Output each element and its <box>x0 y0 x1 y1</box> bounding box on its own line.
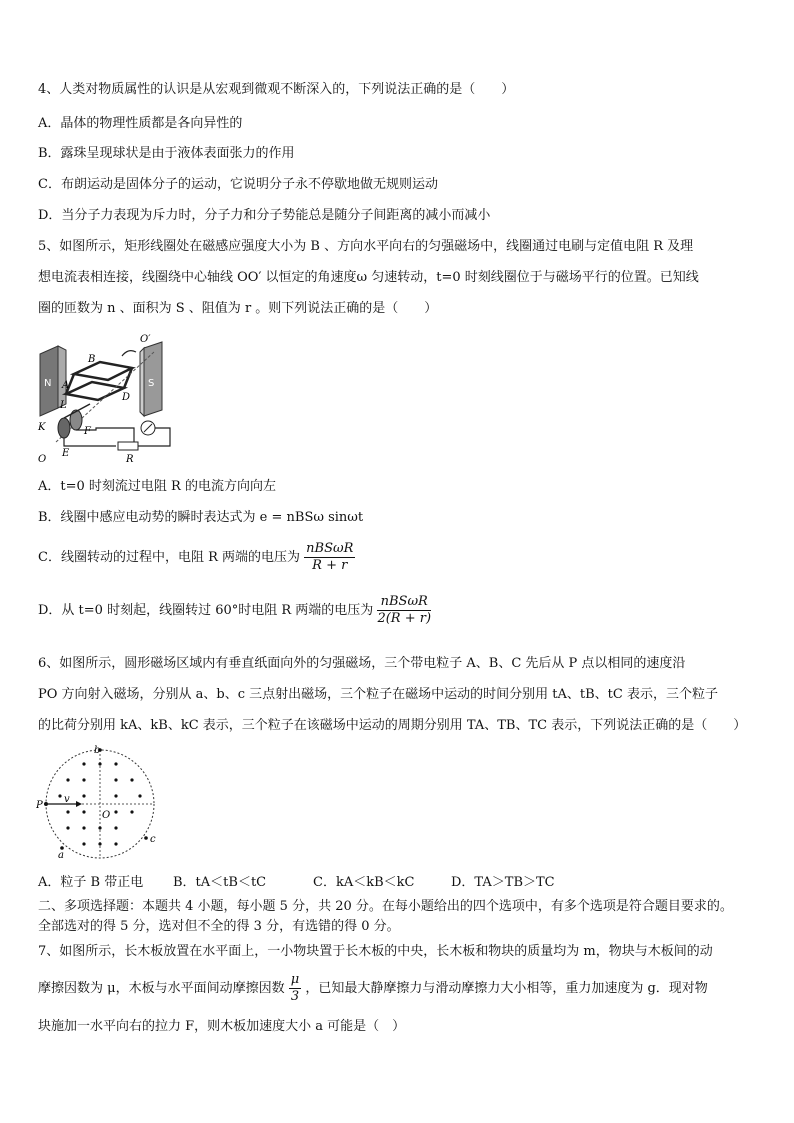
q5-d-numerator: nBSωR <box>377 594 431 611</box>
q5-option-a: A．t=0 时刻流过电阻 R 的电流方向向左 <box>38 479 276 494</box>
q6-options-row <box>38 874 555 892</box>
section2-heading-line-1: 二、多项选择题：本题共 4 小题，每小题 5 分，共 20 分。在每小题给出的四个选项中，有多个选项是符合题目要求的。 <box>38 899 733 914</box>
label-n: N <box>44 378 52 389</box>
q5-option-c-text: C．线圈转动的过程中，电阻 R 两端的电压为 <box>38 550 300 565</box>
label-o-prime: O′ <box>140 334 151 345</box>
q6-option-b: B．tA＜tB＜tC <box>173 875 267 890</box>
label-d: D <box>122 392 131 403</box>
section2-heading-line-2: 全部选对的得 5 分，选对但不全的得 3 分，有选错的得 0 分。 <box>38 919 400 934</box>
q5-stem-line-3: 圈的匝数为 n 、面积为 S 、阻值为 r 。则下列说法正确的是（ ） <box>38 301 438 316</box>
q5-c-denominator: R + r <box>312 558 348 573</box>
slip-ring <box>58 418 70 438</box>
label-k: K <box>38 422 46 433</box>
q5-option-c-fraction <box>304 541 355 574</box>
q5-stem-line-1: 5、如图所示，矩形线圈处在磁感应强度大小为 B 、方向水平向右的匀强磁场中，线圈通过电刷与定值电阻 R 及理 <box>38 239 694 254</box>
q6-stem-line-2: PO 方向射入磁场，分别从 a、b、c 三点射出磁场，三个粒子在磁场中运动的时间分别用 tA、tB、tC 表示，三个粒子 <box>38 687 718 702</box>
q5-d-denominator: 2(R + r) <box>377 611 432 626</box>
q6-stem-line-1: 6、如图所示，圆形磁场区域内有垂直纸面向外的匀强磁场，三个带电粒子 A、B、C 先后从 P 点以相同的速度沿 <box>38 656 686 671</box>
label-c: c <box>150 834 156 845</box>
q5-option-b: B．线圈中感应电动势的瞬时表达式为 e = nBSω sinωt <box>38 510 364 525</box>
label-o: O <box>38 454 47 465</box>
label-s: S <box>148 378 155 389</box>
q4-option-d: D．当分子力表现为斥力时，分子力和分子势能总是随分子间距离的减小而减小 <box>38 208 491 223</box>
q6-stem-line-3: 的比荷分别用 kA、kB、kC 表示，三个粒子在该磁场中运动的周期分别用 TA、TB、TC 表示，下列说法正确的是（ ） <box>38 718 747 733</box>
q6-option-a: A．粒子 B 带正电 <box>38 875 144 890</box>
q5-option-d <box>38 594 431 627</box>
q6-option-d: D．TA＞TB＞TC <box>451 875 555 890</box>
q5-option-d-fraction <box>377 594 431 627</box>
q5-option-d-text: D．从 t=0 时刻起，线圈转过 60°时电阻 R 两端的电压为 <box>38 603 374 618</box>
q7-stem-line-2-pre: 摩擦因数为 μ，木板与水平面间动摩擦因数 <box>38 981 285 996</box>
q7-fraction-denominator: 3 <box>290 989 300 1004</box>
label-a: A <box>62 380 70 391</box>
generator-figure <box>36 334 176 466</box>
label-r: R <box>126 454 134 465</box>
label-v: v <box>64 794 70 805</box>
q4-stem: 4、人类对物质属性的认识是从宏观到微观不断深入的，下列说法正确的是（ ） <box>38 82 515 97</box>
resistor <box>118 442 138 450</box>
rectangular-coil <box>74 362 132 380</box>
q6-option-c: C．kA＜kB＜kC <box>313 875 415 890</box>
label-l: L <box>60 400 67 411</box>
q4-option-a: A．晶体的物理性质都是各向异性的 <box>38 116 243 131</box>
label-b: b <box>94 745 101 756</box>
q4-option-c: C．布朗运动是固体分子的运动，它说明分子永不停歇地做无规则运动 <box>38 177 438 192</box>
label-o: O <box>102 810 111 821</box>
q4-option-b: B．露珠呈现球状是由于液体表面张力的作用 <box>38 146 295 161</box>
q7-stem-line-1: 7、如图所示，长木板放置在水平面上，一小物块置于长木板的中央，长木板和物块的质量均为 m，物块与木板间的动 <box>38 944 713 959</box>
q5-c-numerator: nBSωR <box>306 541 354 556</box>
label-b: B <box>88 354 96 365</box>
q7-stem-line-3: 块施加一水平向右的拉力 F，则木板加速度大小 a 可能是（ ） <box>38 1019 406 1034</box>
label-p: P <box>36 800 43 811</box>
label-a: a <box>58 850 64 861</box>
q7-stem-line-2 <box>38 972 708 1005</box>
q7-fraction-numerator: μ <box>290 972 300 987</box>
magnetic-field-figure <box>36 744 166 862</box>
label-f: F <box>84 426 91 437</box>
q7-stem-line-2-post: ，已知最大静摩擦力与滑动摩擦力大小相等，重力加速度为 g．现对物 <box>305 981 708 996</box>
q5-option-c <box>38 541 355 574</box>
label-e: E <box>62 448 70 459</box>
q5-stem-line-2: 想电流表相连接，线圈绕中心轴线 OO′ 以恒定的角速度ω 匀速转动，t=0 时刻线圈位于与磁场平行的位置。已知线 <box>38 270 699 285</box>
q7-friction-fraction <box>289 972 301 1005</box>
